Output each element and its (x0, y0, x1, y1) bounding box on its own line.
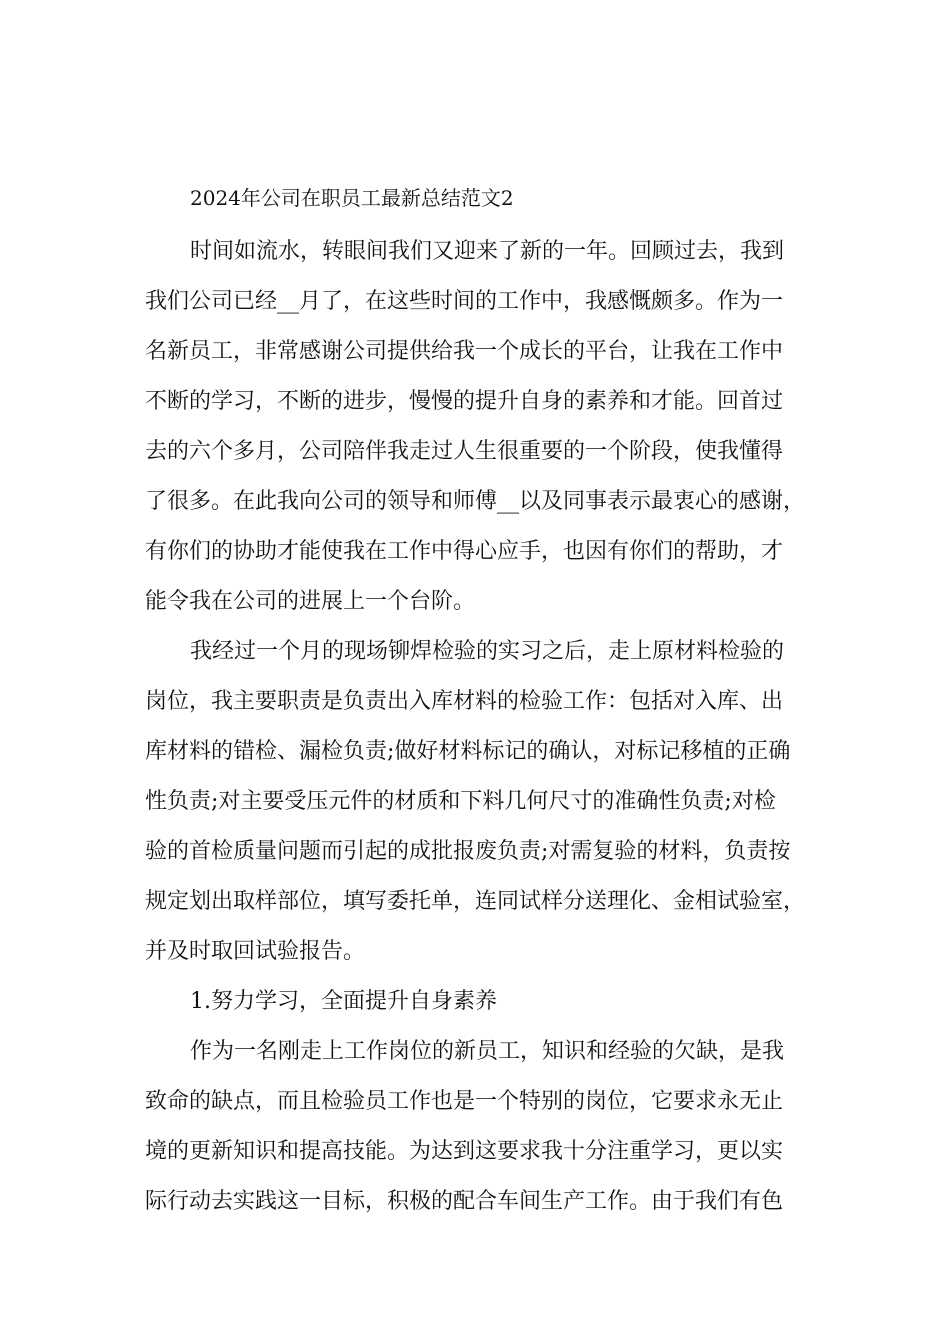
paragraph-1-line-2: 我们公司已经__月了，在这些时间的工作中，我感慨颇多。作为一 (145, 289, 784, 314)
paragraph-2-line-7: 并及时取回试验报告。 (145, 939, 366, 964)
paragraph-2-line-3: 库材料的错检、漏检负责;做好材料标记的确认，对标记移植的正确 (145, 739, 791, 764)
paragraph-1-line-3: 名新员工，非常感谢公司提供给我一个成长的平台，让我在工作中 (145, 339, 784, 364)
paragraph-2-line-1: 我经过一个月的现场铆焊检验的实习之后，走上原材料检验的 (190, 639, 785, 664)
paragraph-1-line-7: 有你们的协助才能使我在工作中得心应手，也因有你们的帮助，才 (145, 539, 784, 564)
paragraph-3-line-1: 作为一名刚走上工作岗位的新员工，知识和经验的欠缺，是我 (190, 1039, 785, 1064)
paragraph-1-line-1: 时间如流水，转眼间我们又迎来了新的一年。回顾过去，我到 (190, 239, 785, 264)
paragraph-1-line-5: 去的六个多月，公司陪伴我走过人生很重要的一个阶段，使我懂得 (145, 439, 784, 464)
paragraph-3-line-3: 境的更新知识和提高技能。为达到这要求我十分注重学习，更以实 (145, 1139, 784, 1164)
paragraph-1-line-8: 能令我在公司的进展上一个台阶。 (145, 589, 476, 614)
paragraph-2-line-6: 规定划出取样部位，填写委托单，连同试样分送理化、金相试验室， (145, 889, 806, 914)
paragraph-2-line-4: 性负责;对主要受压元件的材质和下料几何尺寸的准确性负责;对检 (145, 789, 776, 814)
paragraph-1-line-4: 不断的学习，不断的进步，慢慢的提升自身的素养和才能。回首过 (145, 389, 784, 414)
paragraph-3-line-2: 致命的缺点，而且检验员工作也是一个特别的岗位，它要求永无止 (145, 1089, 784, 1114)
section-heading-1: 1.努力学习，全面提升自身素养 (190, 989, 497, 1014)
paragraph-2-line-2: 岗位，我主要职责是负责出入库材料的检验工作：包括对入库、出 (145, 689, 784, 714)
paragraph-1-line-6: 了很多。在此我向公司的领导和师傅__以及同事表示最衷心的感谢， (145, 489, 806, 514)
document-title: 2024年公司在职员工最新总结范文2 (190, 186, 514, 210)
paragraph-2-line-5: 验的首检质量问题而引起的成批报废负责;对需复验的材料，负责按 (145, 839, 791, 864)
paragraph-3-line-4: 际行动去实践这一目标，积极的配合车间生产工作。由于我们有色 (145, 1189, 784, 1214)
